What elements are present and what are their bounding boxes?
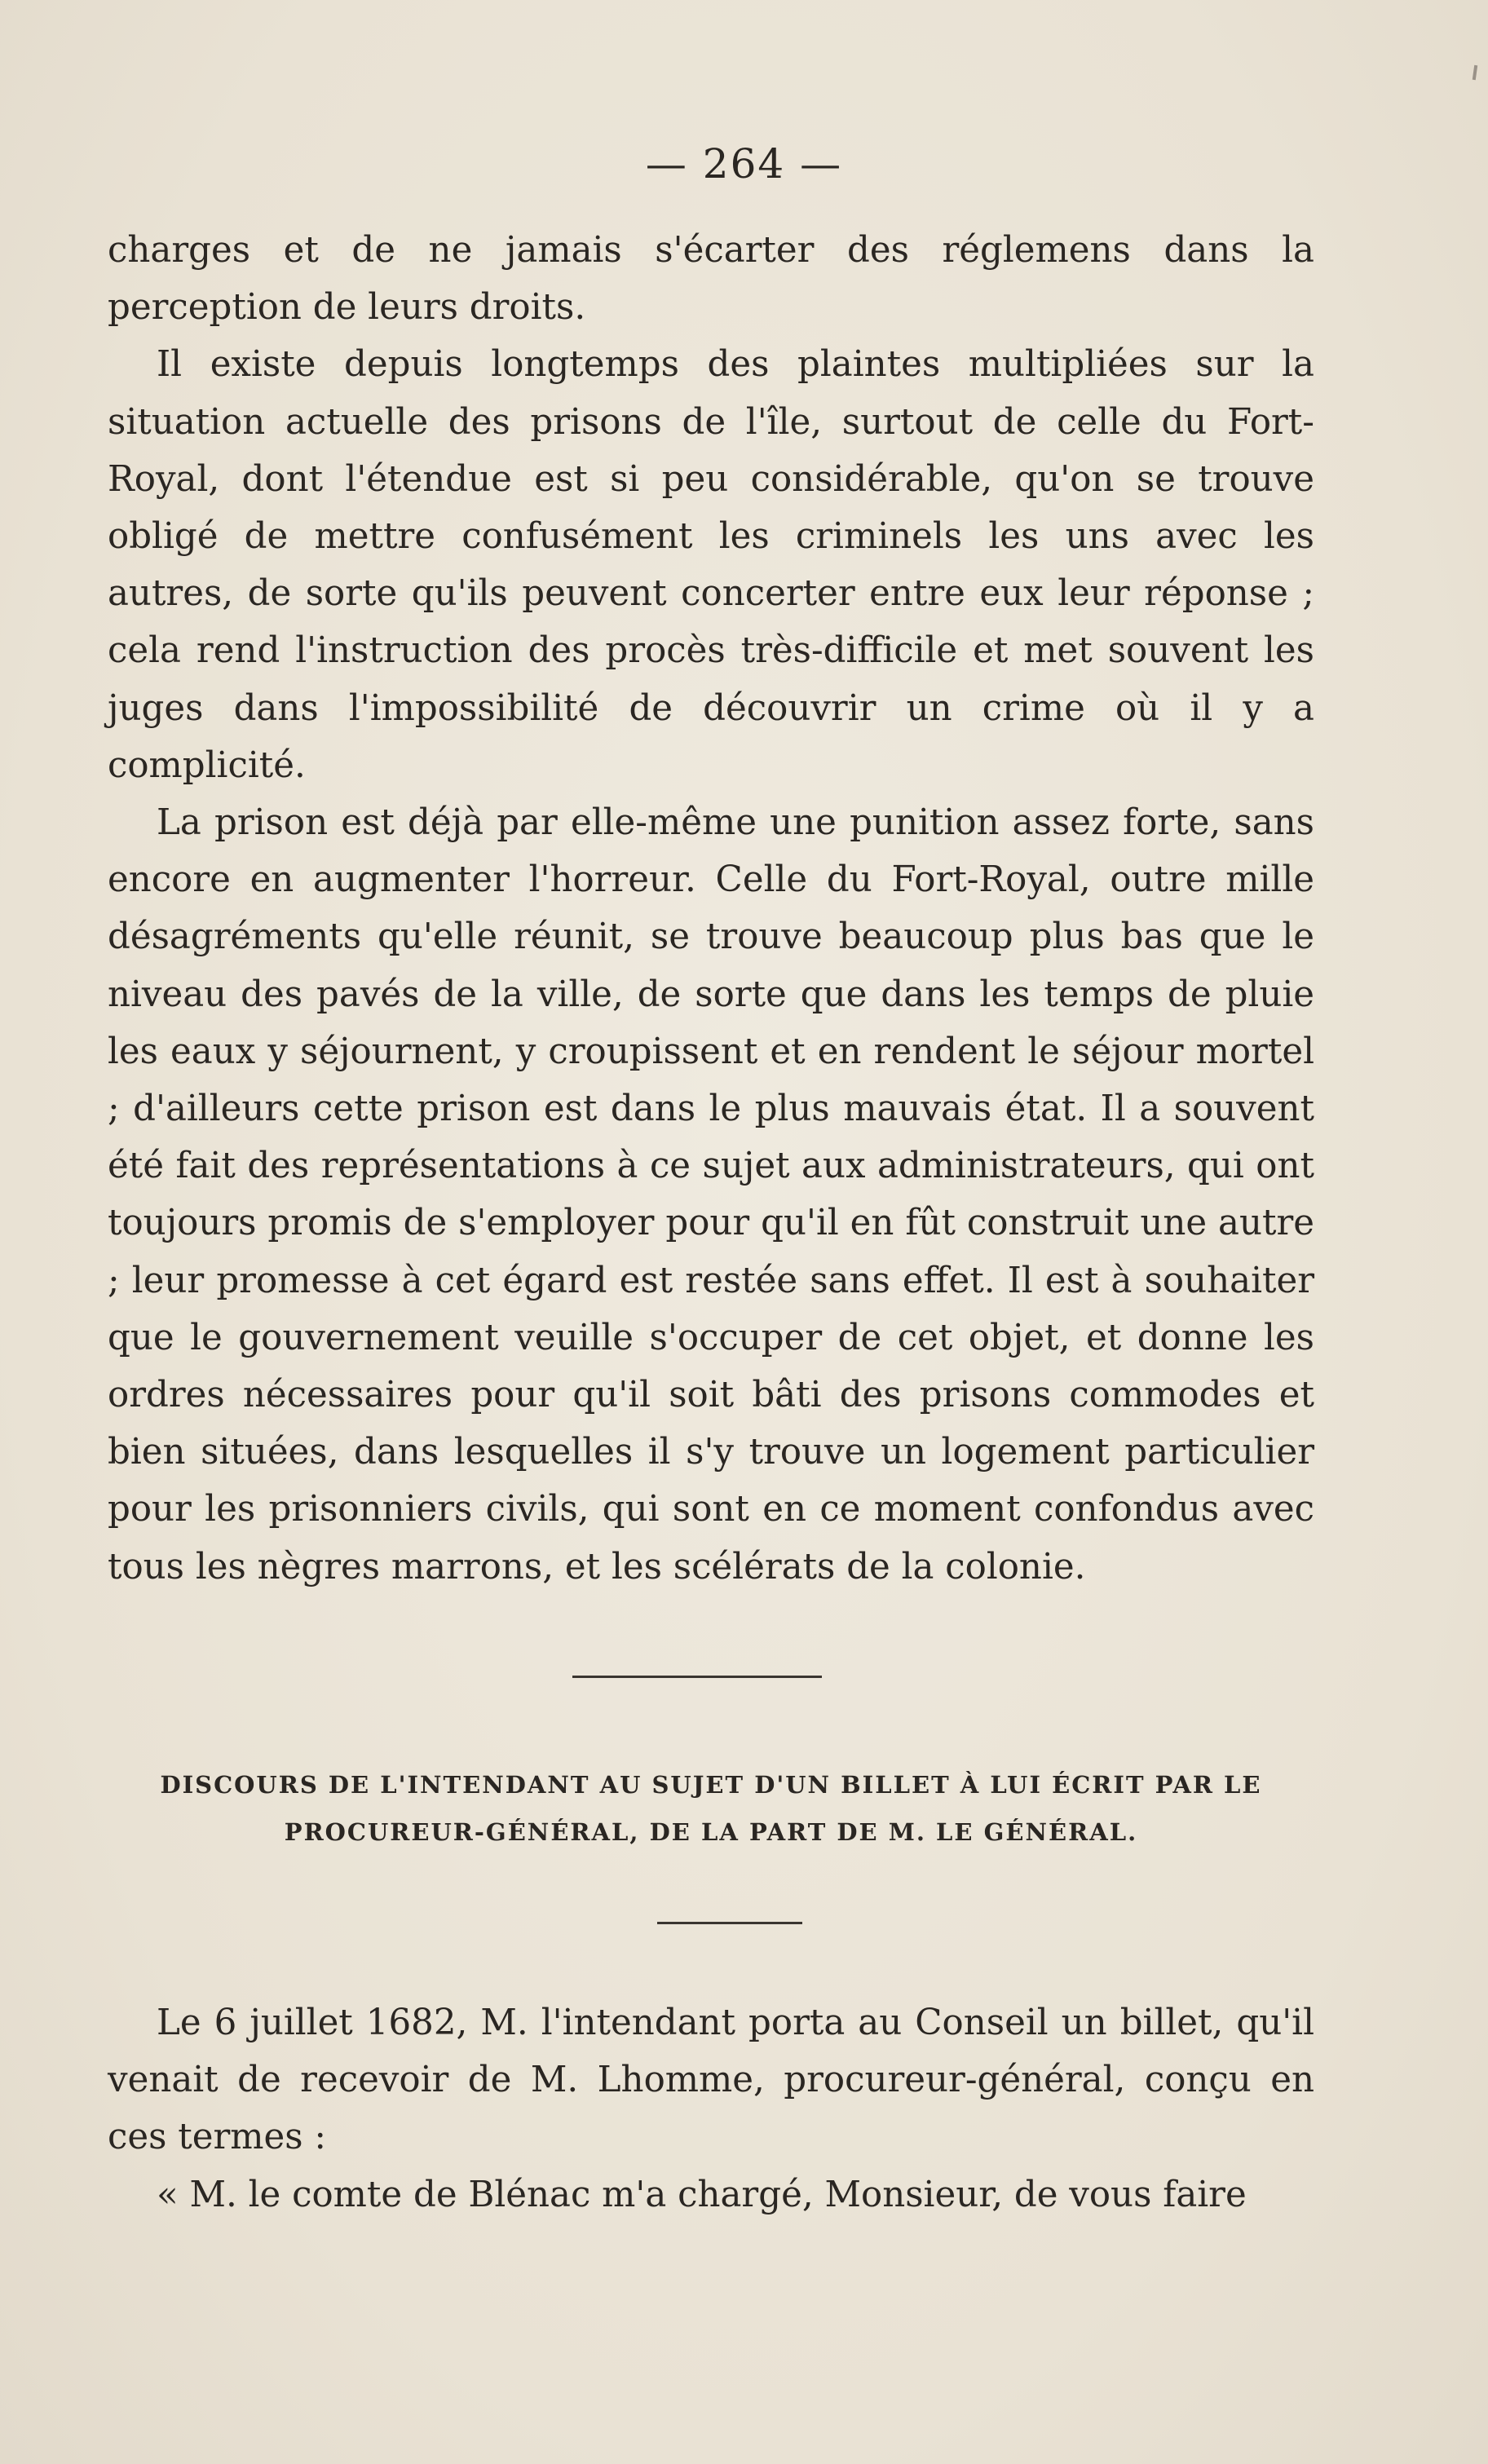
page-number: — 264 — (645, 140, 843, 188)
paragraph: La prison est déjà par elle-même une punition assez forte, sans encore en augmenter l'horreur. Celle du Fort-Royal, outre mille désagréments qu'elle réunit, se trouve beaucoup plus bas que le niveau des pavés de la ville, de sorte que dans les temps de pluie les eaux y séjournent, y croupissent et en rendent le séjour mortel ; d'ailleurs cette prison est dans le plus mauvais état. Il a souvent été fait des représentations à ce sujet aux administrateurs, qui ont toujours promis de s'employer pour qu'il en fût construit une autre ; leur promesse à cet égard est restée sans effet. Il est à souhaiter que le gouvernement veuille s'occuper de cet objet, et donne les ordres nécessaires pour qu'il soit bâti des prisons commodes et bien situées, dans lesquelles il s'y trouve un logement particulier pour les prisonniers civils, qui sont en ce moment confondus avec tous les nègres marrons, et les scélérats de la colonie. (108, 802, 1314, 1587)
body-text (108, 222, 1314, 1596)
section-divider (572, 1676, 822, 1678)
paragraph: Le 6 juillet 1682, M. l'intendant porta au Conseil un billet, qu'il venait de recevoir de M. Lhomme, procureur-général, conçu en ces termes : (108, 2003, 1314, 2158)
heading-divider (657, 1922, 802, 1924)
section-heading: DISCOURS DE L'INTENDANT AU SUJET D'UN BILLET À LUI ÉCRIT PAR LE PROCUREUR-GÉNÉRAL, DE LA PART DE M. LE GÉNÉRAL. (160, 1771, 1262, 1846)
paragraph: « M. le comte de Blénac m'a chargé, Monsieur, de vous faire (157, 2174, 1247, 2215)
paragraph: charges et de ne jamais s'écarter des réglemens dans la perception de leurs droits. (108, 230, 1314, 329)
margin-mark (1473, 65, 1477, 80)
paragraph: Il existe depuis longtemps des plaintes multipliées sur la situation actuelle des prisons de l'île, surtout de celle du Fort-Royal, dont l'étendue est si peu considérable, qu'on se trouve obligé de mettre confusément les criminels les uns avec les autres, de sorte qu'ils peuvent concerter entre eux leur réponse ; cela rend l'instruction des procès très-difficile et met souvent les juges dans l'impossibilité de découvrir un crime où il y a complicité. (108, 344, 1314, 786)
body-text-continued (108, 1994, 1314, 2223)
